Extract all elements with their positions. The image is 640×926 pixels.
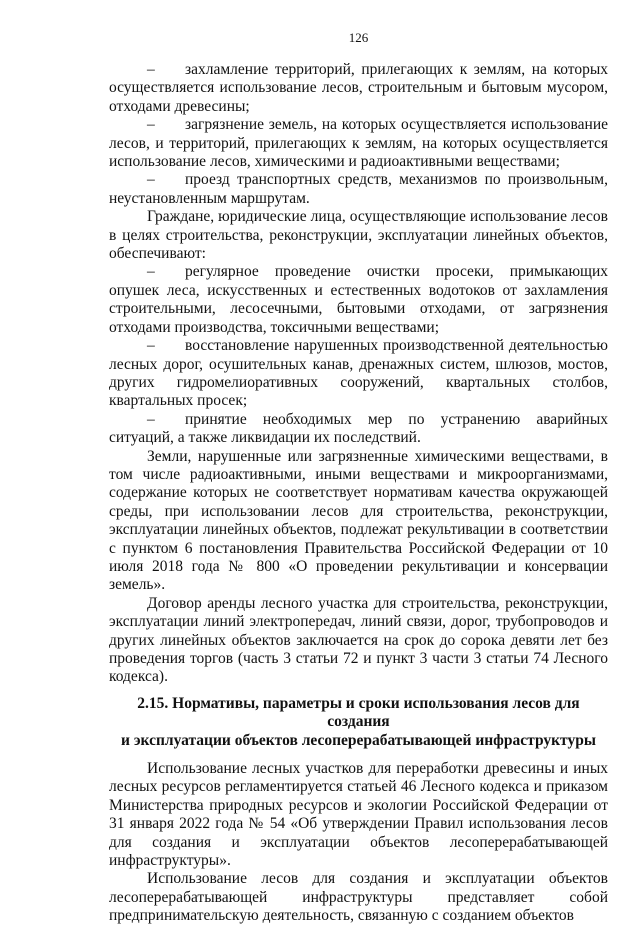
bullet-item bbox=[109, 337, 608, 411]
dash-marker: – bbox=[147, 61, 155, 78]
bullet-item bbox=[109, 116, 608, 171]
dash-marker: – bbox=[147, 116, 155, 134]
bullet-item bbox=[109, 171, 608, 208]
dash-marker: – bbox=[147, 337, 155, 355]
bullet-item bbox=[109, 411, 608, 448]
paragraph: Договор аренды лесного участка для строительства, реконструкции, эксплуатации линий электропередач, линий связи, дорог, трубопроводов и других линейных объектов заключается на срок до сорока девяти лет без проведения торгов (часть 3 статьи 72 и пункт 3 части 3 статьи 74 Лесного кодекса). bbox=[109, 594, 608, 686]
bullet-item bbox=[109, 263, 608, 337]
paragraph: Использование лесов для создания и эксплуатации объектов лесоперерабатывающей инфраструктуры представляет собой предпринимательскую деятельность, связанную с созданием объектов bbox=[109, 870, 608, 925]
bullet-text: принятие необходимых мер по устранению аварийных ситуаций, а также ликвидации их последствий. bbox=[109, 410, 608, 447]
bullet-text: загрязнение земель, на которых осуществляется использование лесов, и территорий, прилегающих к землям, на которых осуществляется использование лесов, химическими и радиоактивными веществами; bbox=[109, 116, 608, 171]
page-number: 126 bbox=[348, 30, 369, 45]
section-heading bbox=[109, 695, 608, 750]
bullet-text: регулярное проведение очистки просеки, примыкающих опушек леса, искусственных и естественных водотоков от захламления строительными, лесосечными, бытовыми отходами, от загрязнения отходами производства, токсичными веществами; bbox=[109, 263, 608, 336]
bullet-text: проезд транспортных средств, механизмов по произвольным, неустановленным маршрутам. bbox=[109, 171, 608, 207]
bullet-text: восстановление нарушенных производственной деятельностью лесных дорог, осушительных канав, дренажных систем, шлюзов, мостов, других гидромелиоративных сооружений, квартальных столбов, квартальных просек; bbox=[109, 337, 608, 410]
section-heading-line: 2.15. Нормативы, параметры и сроки использования лесов для создания bbox=[137, 694, 580, 731]
dash-marker: – bbox=[147, 171, 155, 189]
dash-marker: – bbox=[147, 263, 155, 281]
paragraph: Земли, нарушенные или загрязненные химическими веществами, в том числе радиоактивными, иными веществами и микроорганизмами, содержание которых не соответствует нормативам качества окружающей среды, при использовании лесов для строительства, реконструкции, эксплуатации линейных объектов, подлежат рекультивации в соответствии с пунктом 6 постановления Правительства Российской Федерации от 10 июля 2018 года № 800 «О проведении рекультивации и консервации земель». bbox=[109, 447, 608, 594]
section-heading-line: и эксплуатации объектов лесоперерабатывающей инфраструктуры bbox=[121, 731, 596, 749]
paragraph: Использование лесных участков для переработки древесины и иных лесных ресурсов регламентируется статьей 46 Лесного кодекса и приказом Министерства природных ресурсов и экологии Российской Федерации от 31 января 2022 года № 54 «Об утверждении Правил использования лесов для создания и эксплуатации объектов лесоперерабатывающей инфраструктуры». bbox=[109, 760, 608, 870]
bullet-text: захламление территорий, прилегающих к землям, на которых осуществляется использование лесов, строительным и бытовым мусором, отходами древесины; bbox=[109, 61, 608, 115]
dash-marker: – bbox=[147, 410, 155, 428]
bullet-item bbox=[109, 61, 608, 116]
paragraph: Граждане, юридические лица, осуществляющие использование лесов в целях строительства, реконструкции, эксплуатации линейных объектов, обеспечивают: bbox=[109, 208, 608, 263]
